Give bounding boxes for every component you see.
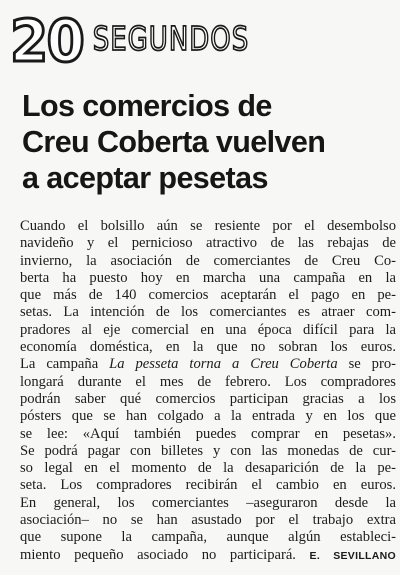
author-signature: E. SEVILLANO [309,549,396,562]
body-line: asociación– no se han asustado por el trabajo extra [20,512,396,529]
body-line: En general, los comerciantes –aseguraron desde la [20,494,396,511]
body-line: navideño y el pernicioso atractivo de las rebajas de [20,235,396,252]
body-line-final [20,547,396,565]
body-line: invierno, la asociación de comerciantes de Creu Co- [20,252,396,269]
headline-line-2: Creu Coberta vuelven [22,125,326,159]
body-line: que supone la campaña, aunque algún estableci- [20,529,396,546]
headline-line-1: Los comercios de [22,89,272,123]
article-body [20,218,396,565]
headline-line-3: a aceptar pesetas [22,161,268,195]
body-line: setas. La intención de los comerciantes es atraer com- [20,304,396,321]
body-line: Se podrá pagar con billetes y con las monedas de cur- [20,442,396,459]
body-text-fragment: La campaña [20,356,110,373]
masthead-word: SEGUNDOS [92,21,250,59]
body-line: seta. Los compradores recibirán el cambio en euros. [20,477,396,494]
body-line: podrán saber qué comercios participan gracias a los [20,390,396,407]
body-line: so legal en el momento de la desaparición de la pe- [20,460,396,477]
body-text-fragment: miento pequeño asociado no participará. [20,546,296,563]
body-text-fragment: se pro- [337,356,396,373]
body-line: que más de 140 comercios aceptarán el pago en pe- [20,287,396,304]
body-line-campaign [20,356,396,373]
body-line: longará durante el mes de febrero. Los compradores [20,373,396,390]
headline [22,88,392,196]
body-line: Cuando el bolsillo aún se resiente por el desembolso [20,218,396,234]
campaign-name: La pesseta torna a Creu Coberta [109,356,338,373]
body-line: economía doméstica, en la que no sobran los euros. [20,339,396,356]
body-line: se lee: «Aquí también puedes comprar en pesetas». [20,425,396,442]
body-line: pósters que se han colgado a la entrada y en los que [20,408,396,425]
body-line: pradores al eje comercial en una época difícil para la [20,321,396,338]
masthead-number: 20 [10,7,83,75]
section-masthead [10,7,250,75]
body-line: berta ha puesto hoy en marcha una campaña en la [20,269,396,286]
